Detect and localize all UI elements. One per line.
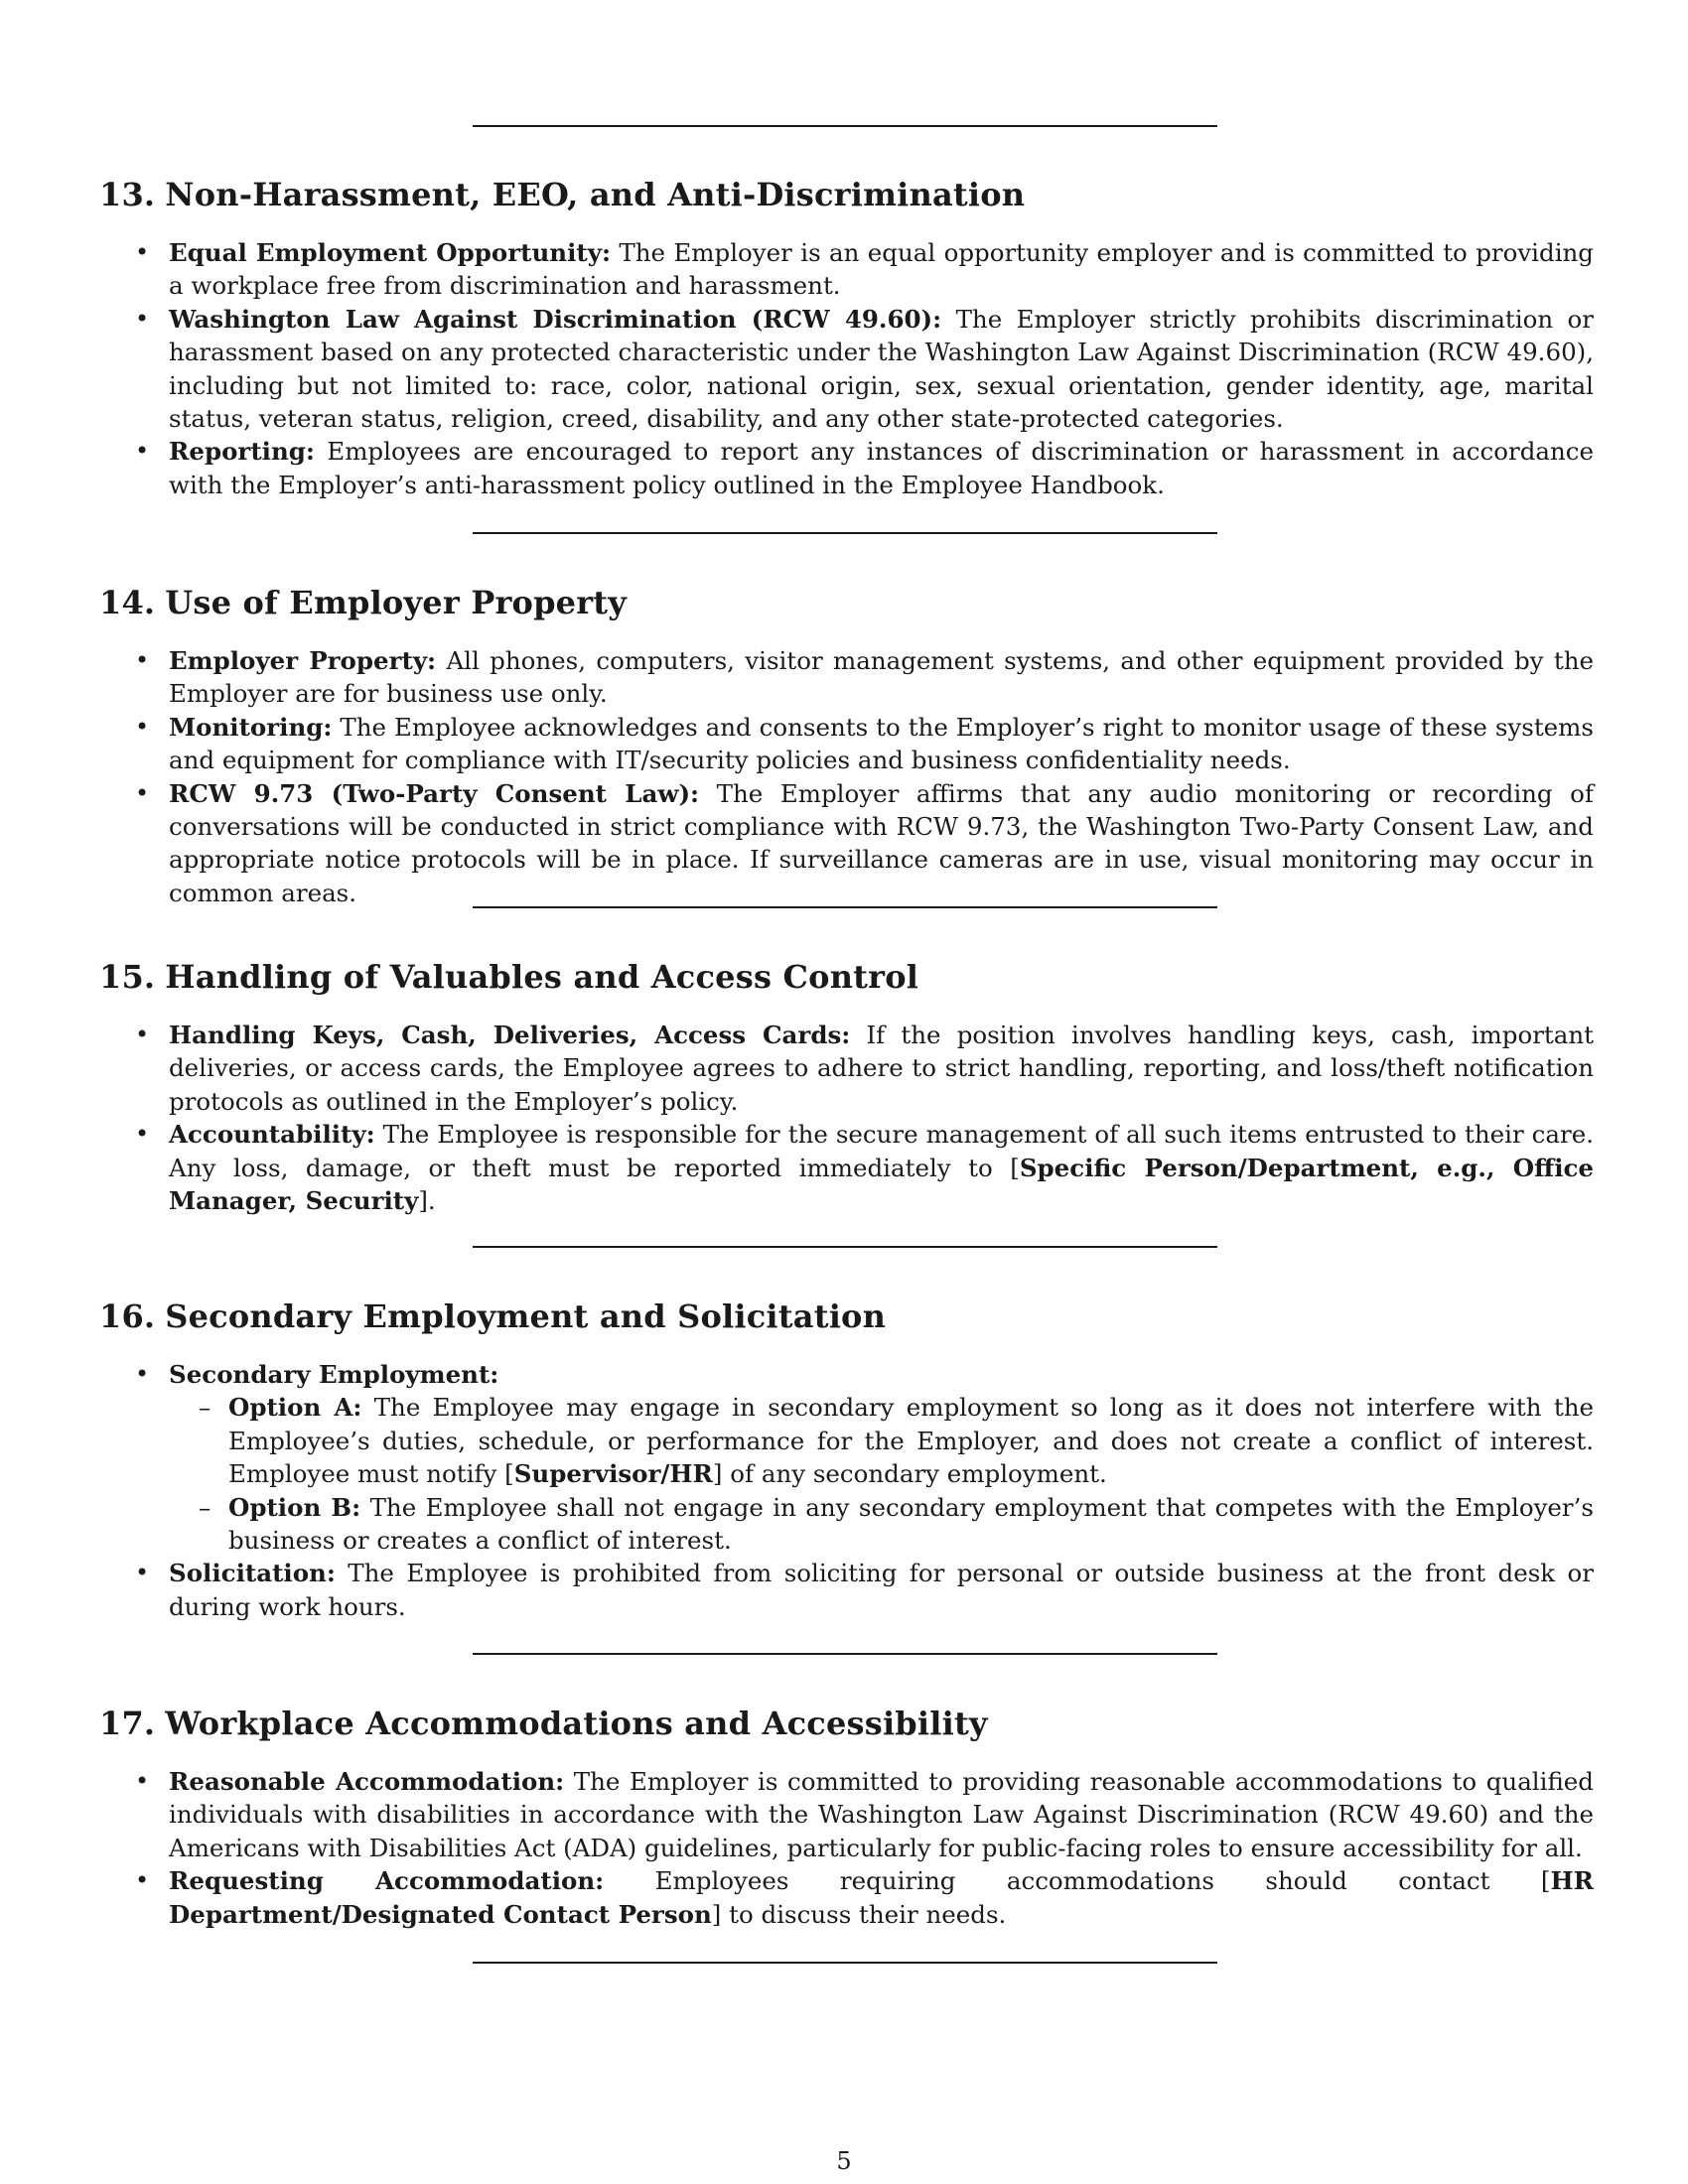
page-number: 5 xyxy=(836,2147,852,2175)
list-item: • Reasonable Accommodation: The Employer is committed to providing reasonable accommodations to qualified individuals with disabilities in accordance with the Washington Law Against Discrimination (RCW 49.60) and the Americans with Disabilities Act (ADA) guidelines, particularly for public-facing roles to ensure accessibility for all. xyxy=(99,1765,1594,1864)
list-item: • Reporting: Employees are encouraged to report any instances of discrimination or harassment in accordance with the Employer’s anti-harassment policy outlined in the Employee Handbook. xyxy=(99,435,1594,501)
section-16-list xyxy=(99,1358,1594,1623)
horizontal-rule xyxy=(473,906,1217,908)
secondary-options-list xyxy=(169,1391,1594,1557)
list-item: • Washington Law Against Discrimination (RCW 49.60): The Employer strictly prohibits discrimination or harassment based on any protected characteristic under the Washington Law Against Discrimination (RCW 49.60), including but not limited to: race, color, national origin, sex, sexual orientation, gender identity, age, marital status, veteran status, religion, creed, disability, and any other state-protected categories. xyxy=(99,303,1594,436)
list-item: • Monitoring: The Employee acknowledges and consents to the Employer’s right to monitor usage of these systems and equipment for compliance with IT/security policies and business confidentiality needs. xyxy=(99,711,1594,777)
section-17-list xyxy=(99,1765,1594,1931)
list-item: • Handling Keys, Cash, Deliveries, Access Cards: If the position involves handling keys, cash, important deliveries, or access cards, the Employee agrees to adhere to strict handling, reporting, and loss/theft notification protocols as outlined in the Employer’s policy. xyxy=(99,1019,1594,1118)
section-14-heading: 14. Use of Employer Property xyxy=(99,584,628,621)
section-13-list xyxy=(99,236,1594,501)
placeholder-text: Specific Person/Department, e.g., Office Manager, Security xyxy=(169,1153,1595,1216)
horizontal-rule xyxy=(473,1653,1217,1655)
horizontal-rule xyxy=(473,1962,1217,1964)
section-16-heading: 16. Secondary Employment and Solicitation xyxy=(99,1297,887,1335)
horizontal-rule xyxy=(473,532,1217,534)
horizontal-rule xyxy=(473,1246,1217,1248)
section-14-list xyxy=(99,644,1594,909)
sub-list-item: – Option B: The Employee shall not engage in any secondary employment that competes with the Employer’s business or creates a conflict of interest. xyxy=(169,1491,1594,1558)
section-15-list xyxy=(99,1019,1594,1217)
section-17 xyxy=(99,1704,1594,1931)
sub-list-item: – Option A: The Employee may engage in secondary employment so long as it does not interfere with the Employee’s duties, schedule, or performance for the Employer, and does not create a conflict of interest. Employee must notify [Supervisor/HR] of any secondary employment. xyxy=(169,1391,1594,1490)
list-item: • RCW 9.73 (Two-Party Consent Law): The Employer affirms that any audio monitoring or recording of conversations will be conducted in strict compliance with RCW 9.73, the Washington Two-Party Consent Law, and appropriate notice protocols will be in place. If surveillance cameras are in use, visual monitoring may occur in common areas. xyxy=(99,777,1594,910)
list-item: • Equal Employment Opportunity: The Employer is an equal opportunity employer and is committed to providing a workplace free from discrimination and harassment. xyxy=(99,236,1594,303)
section-17-heading: 17. Workplace Accommodations and Accessibility xyxy=(99,1705,988,1742)
list-item: • Accountability: The Employee is responsible for the secure management of all such items entrusted to their care. Any loss, damage, or theft must be reported immediately to [Specific Person/Department, e.g., Office Manager, Security]. xyxy=(99,1118,1594,1217)
horizontal-rule xyxy=(473,125,1217,127)
section-15 xyxy=(99,957,1594,1217)
section-14 xyxy=(99,583,1594,909)
list-item: • Requesting Accommodation: Employees requiring accommodations should contact [HR Department/Designated Contact Person] to discuss their needs. xyxy=(99,1864,1594,1931)
placeholder-text: HR Department/Designated Contact Person xyxy=(169,1866,1595,1929)
section-15-heading: 15. Handling of Valuables and Access Control xyxy=(99,958,919,996)
section-13-heading: 13. Non-Harassment, EEO, and Anti-Discrimination xyxy=(99,176,1026,213)
list-item: • Secondary Employment: – Option A: The Employee may engage in secondary employment so long as it does not interfere with the Employee’s duties, schedule, or performance for the Employer, and does not create a conflict of interest. Employee must notify [Supervisor/HR] of any secondary employment. – Option B: The Employee shall not engage in any secondary employment that competes with the Employer’s business or creates a conflict of interest. xyxy=(99,1358,1594,1557)
list-item: • Solicitation: The Employee is prohibited from soliciting for personal or outside business at the front desk or during work hours. xyxy=(99,1557,1594,1623)
placeholder-text: Supervisor/HR xyxy=(513,1459,713,1489)
list-item: • Employer Property: All phones, computers, visitor management systems, and other equipment provided by the Employer are for business use only. xyxy=(99,644,1594,711)
section-16 xyxy=(99,1297,1594,1623)
section-13 xyxy=(99,175,1594,501)
